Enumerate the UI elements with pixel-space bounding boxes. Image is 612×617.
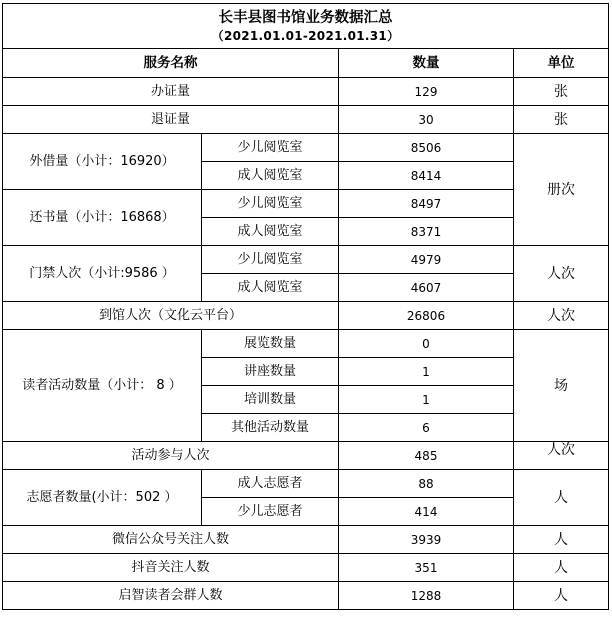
row-unit: 张	[514, 78, 609, 106]
group-label: 门禁人次（小计:9586 ）	[3, 246, 202, 302]
header-unit: 单位	[514, 49, 609, 78]
group-label: 读者活动数量（小计： 8 ）	[3, 330, 202, 442]
sub-label: 成人阅览室	[202, 274, 339, 302]
table-row	[3, 134, 609, 162]
row-value: 8506	[339, 134, 514, 162]
row-value: 26806	[339, 302, 514, 330]
sub-label: 少儿阅览室	[202, 190, 339, 218]
row-unit: 人次	[514, 302, 609, 330]
sub-label: 少儿阅览室	[202, 246, 339, 274]
row-label: 微信公众号关注人数	[3, 526, 339, 554]
table-title: 长丰县图书馆业务数据汇总	[218, 10, 393, 26]
group-unit: 册次	[514, 134, 609, 246]
row-unit: 人	[514, 582, 609, 610]
row-unit: 人	[514, 554, 609, 582]
sub-label: 其他活动数量	[202, 414, 339, 442]
table-row	[3, 526, 609, 554]
row-value: 30	[339, 106, 514, 134]
header-row	[3, 49, 609, 78]
row-value: 4979	[339, 246, 514, 274]
table-row	[3, 106, 609, 134]
row-value: 8371	[339, 218, 514, 246]
row-value: 88	[339, 470, 514, 498]
row-unit: 人次	[514, 442, 609, 470]
row-value: 351	[339, 554, 514, 582]
sub-label: 成人阅览室	[202, 162, 339, 190]
row-value: 0	[339, 330, 514, 358]
row-value: 3939	[339, 526, 514, 554]
sub-label: 少儿志愿者	[202, 498, 339, 526]
table-row	[3, 330, 609, 358]
table-row	[3, 302, 609, 330]
row-value: 8414	[339, 162, 514, 190]
table-row	[3, 554, 609, 582]
group-unit: 人	[514, 470, 609, 526]
title-cell	[3, 4, 609, 49]
row-value: 485	[339, 442, 514, 470]
row-label: 活动参与人次	[3, 442, 339, 470]
stats-sheet	[2, 3, 608, 610]
group-unit: 场	[514, 330, 609, 442]
table-row	[3, 246, 609, 274]
row-unit: 张	[514, 106, 609, 134]
row-value: 1	[339, 386, 514, 414]
table-row	[3, 442, 609, 470]
statistics-table	[2, 3, 609, 610]
row-label: 办证量	[3, 78, 339, 106]
group-label: 外借量（小计：16920）	[3, 134, 202, 190]
row-label: 退证量	[3, 106, 339, 134]
sub-label: 讲座数量	[202, 358, 339, 386]
title-row	[3, 4, 609, 49]
row-value: 414	[339, 498, 514, 526]
group-unit: 人次	[514, 246, 609, 302]
row-label: 抖音关注人数	[3, 554, 339, 582]
group-label: 还书量（小计：16868）	[3, 190, 202, 246]
group-label: 志愿者数量(小计：502 ）	[3, 470, 202, 526]
row-label: 到馆人次（文化云平台）	[3, 302, 339, 330]
row-value: 129	[339, 78, 514, 106]
sub-label: 少儿阅览室	[202, 134, 339, 162]
header-service-name: 服务名称	[3, 49, 339, 78]
row-value: 6	[339, 414, 514, 442]
row-value: 1288	[339, 582, 514, 610]
row-value: 8497	[339, 190, 514, 218]
sub-label: 培训数量	[202, 386, 339, 414]
header-quantity: 数量	[339, 49, 514, 78]
date-range: （2021.01.01-2021.01.31）	[211, 29, 400, 43]
row-unit: 人	[514, 526, 609, 554]
sub-label: 成人阅览室	[202, 218, 339, 246]
table-row	[3, 470, 609, 498]
table-row	[3, 582, 609, 610]
sub-label: 展览数量	[202, 330, 339, 358]
table-row	[3, 78, 609, 106]
row-value: 4607	[339, 274, 514, 302]
sub-label: 成人志愿者	[202, 470, 339, 498]
row-label: 启智读者会群人数	[3, 582, 339, 610]
row-value: 1	[339, 358, 514, 386]
